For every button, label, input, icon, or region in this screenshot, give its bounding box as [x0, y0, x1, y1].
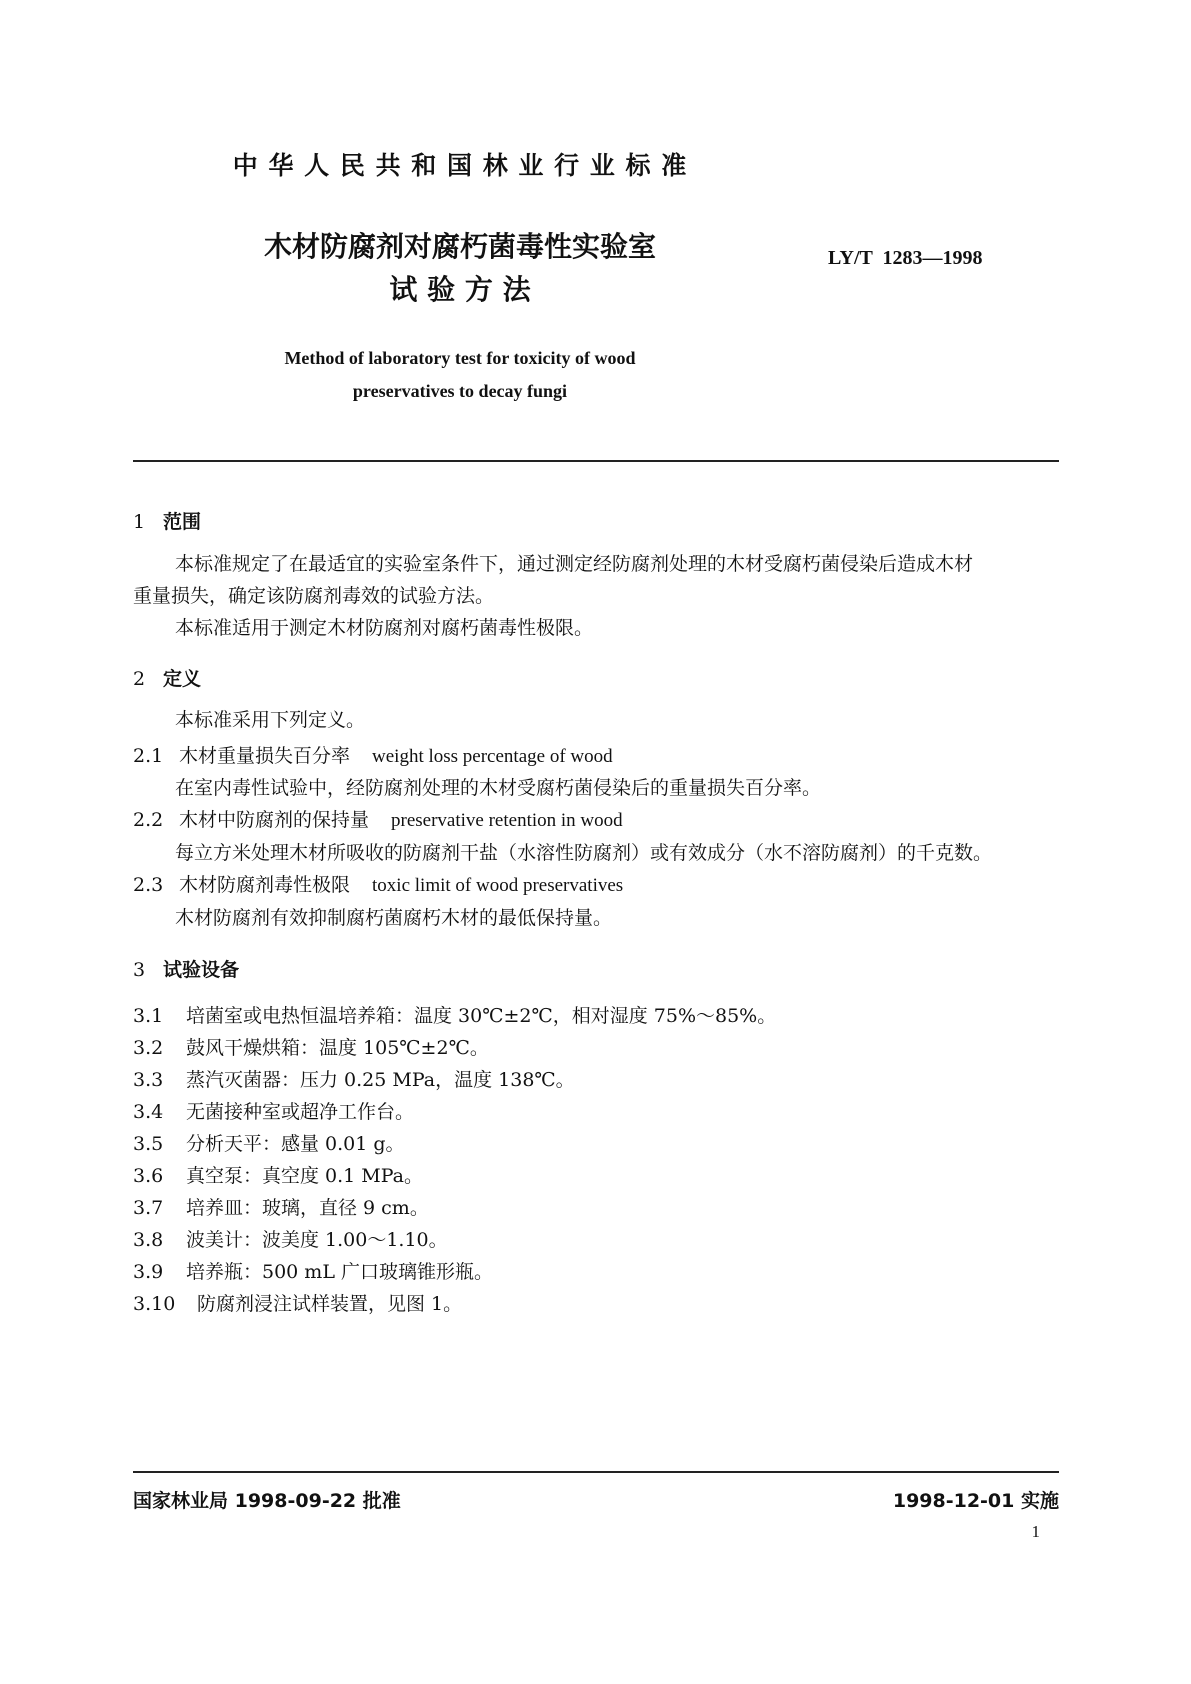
- section-number: 2: [133, 668, 146, 690]
- document-title-line1: 木材防腐剂对腐朽菌毒性实验室: [263, 230, 656, 263]
- section-1-paragraph-1-line-2: 重量损失，确定该防腐剂毒效的试验方法。: [133, 585, 495, 607]
- section-title: 试验设备: [163, 959, 240, 981]
- item-number: 3.7: [133, 1197, 164, 1219]
- equipment-item: [133, 1193, 429, 1220]
- section-1-paragraph-2: 本标准适用于测定木材防腐剂对腐朽菌毒性极限。: [175, 617, 594, 639]
- item-number: 3.5: [133, 1133, 164, 1155]
- equipment-item: [133, 1257, 493, 1284]
- item-text: 鼓风干燥烘箱：温度 105℃±2℃。: [186, 1037, 489, 1059]
- english-title-line2: preservatives to decay fungi: [352, 381, 568, 401]
- page-number: 1: [1031, 1522, 1040, 1541]
- item-number: 3.4: [133, 1101, 164, 1123]
- term-chinese: 木材重量损失百分率: [179, 745, 351, 767]
- section-title: 定义: [163, 668, 202, 690]
- item-text: 蒸汽灭菌器：压力 0.25 MPa，温度 138℃。: [186, 1069, 575, 1091]
- equipment-item: [133, 1225, 448, 1252]
- definition-2-2: [133, 805, 623, 832]
- item-number: 3.6: [133, 1165, 164, 1187]
- section-1-heading: [133, 507, 201, 534]
- item-text: 防腐剂浸注试样装置，见图 1。: [197, 1293, 463, 1315]
- equipment-item: [133, 1289, 462, 1316]
- item-number: 3.1: [133, 1005, 164, 1027]
- item-number: 3.8: [133, 1229, 164, 1251]
- definition-2-3: [133, 870, 623, 897]
- item-number: 2.3: [133, 874, 164, 896]
- item-number: 3.2: [133, 1037, 164, 1059]
- item-text: 无菌接种室或超净工作台。: [186, 1101, 415, 1123]
- term-english: toxic limit of wood preservatives: [372, 875, 624, 896]
- section-3-heading: [133, 955, 239, 982]
- item-text: 分析天平：感量 0.01 g。: [186, 1133, 405, 1155]
- footer-divider: [133, 1471, 1059, 1473]
- issuing-authority-title: 中 华 人 民 共 和 国 林 业 行 业 标 准: [232, 151, 688, 180]
- header-divider: [133, 460, 1059, 462]
- definition-2-1-text: 在室内毒性试验中，经防腐剂处理的木材受腐朽菌侵染后的重量损失百分率。: [175, 777, 822, 799]
- section-2-intro: 本标准采用下列定义。: [175, 709, 366, 731]
- english-title-line1: Method of laboratory test for toxicity of wood: [284, 348, 636, 368]
- section-2-heading: [133, 664, 201, 691]
- item-number: 3.3: [133, 1069, 164, 1091]
- section-number: 1: [133, 511, 146, 533]
- equipment-item: [133, 1129, 405, 1156]
- section-number: 3: [133, 959, 146, 981]
- implementation-date: 1998-12-01 实施: [892, 1490, 1059, 1512]
- definition-2-2-text: 每立方米处理木材所吸收的防腐剂干盐（水溶性防腐剂）或有效成分（水不溶防腐剂）的千克数。: [175, 842, 993, 864]
- item-number: 3.10: [133, 1293, 176, 1315]
- item-text: 波美计：波美度 1.00～1.10。: [186, 1229, 448, 1251]
- term-chinese: 木材防腐剂毒性极限: [179, 874, 351, 896]
- item-text: 培菌室或电热恒温培养箱：温度 30℃±2℃，相对湿度 75%～85%。: [186, 1005, 777, 1027]
- item-text: 真空泵：真空度 0.1 MPa。: [186, 1165, 424, 1187]
- term-english: weight loss percentage of wood: [372, 746, 613, 767]
- equipment-item: [133, 1033, 489, 1060]
- equipment-item: [133, 1065, 575, 1092]
- item-number: 2.1: [133, 745, 164, 767]
- equipment-item: [133, 1161, 423, 1188]
- item-text: 培养瓶：500 mL 广口玻璃锥形瓶。: [186, 1261, 493, 1283]
- definition-2-3-text: 木材防腐剂有效抑制腐朽菌腐朽木材的最低保持量。: [175, 907, 613, 929]
- section-title: 范围: [163, 511, 202, 533]
- term-english: preservative retention in wood: [391, 810, 623, 831]
- term-chinese: 木材中防腐剂的保持量: [179, 809, 370, 831]
- approval-line: 国家林业局 1998-09-22 批准: [133, 1490, 401, 1512]
- item-text: 培养皿：玻璃，直径 9 cm。: [186, 1197, 429, 1219]
- document-title-line2: 试 验 方 法: [389, 273, 531, 306]
- equipment-item: [133, 1001, 776, 1028]
- item-number: 3.9: [133, 1261, 164, 1283]
- section-1-paragraph-1-line-1: 本标准规定了在最适宜的实验室条件下，通过测定经防腐剂处理的木材受腐朽菌侵染后造成木材: [175, 553, 974, 575]
- standard-code: LY/T 1283—1998: [828, 247, 983, 269]
- equipment-item: [133, 1097, 414, 1124]
- definition-2-1: [133, 741, 613, 768]
- item-number: 2.2: [133, 809, 164, 831]
